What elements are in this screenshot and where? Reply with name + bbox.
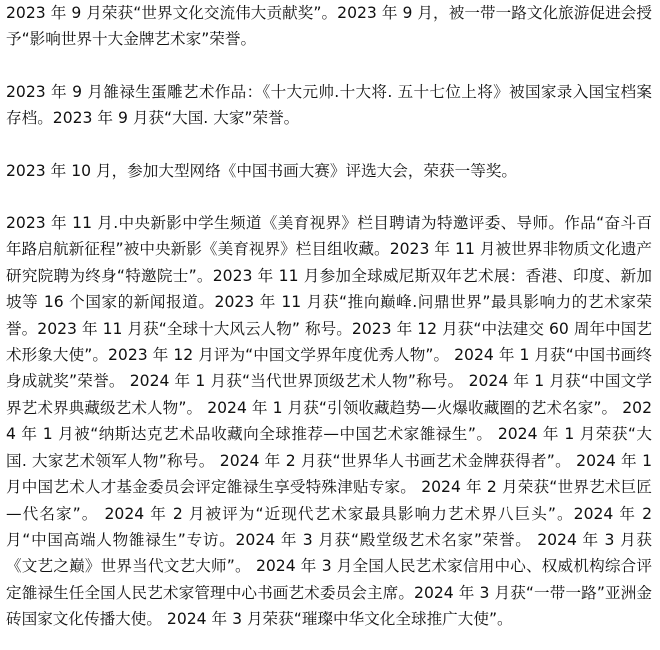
- paragraph-3: 2023 年 10 月，参加大型网络《中国书画大赛》评选大会，荣获一等奖。: [6, 161, 518, 180]
- paragraph-1: 2023 年 9 月荣获“世界文化交流伟大贡献奖”。2023 年 9 月，被一带一路文化旅游促进会授予“影响世界十大金牌艺术家”荣誉。: [6, 4, 652, 49]
- paragraph-4: 2023 年 11 月.中央新影中学生频道《美育视界》栏目聘请为特邀评委、导师。作品“奋斗百年路启航新征程”被中央新影《美育视界》栏目组收藏。2023 年 11 月被世界非物质文化遗产研究院聘为终身“特邀院士”。2023 年 11 月参加全球威尼斯双年艺术展：香港、印度、新加坡等 16 个国家的新闻报道。2023 年 11 月获“推向巅峰.问鼎世界”最具影响力的艺术家荣誉。2023 年 11 月获“全球十大风云人物” 称号。2023 年 12 月获“中法建交 60 周年中国艺术形象大使”。2023 年 12 月评为“中国文学界年度优秀人物”。 2024 年 1 月获“中国书画终身成就奖”荣誉。 2024 年 1 月获“当代世界顶级艺术人物”称号。 2024 年 1 月获“中国文学界艺术界典藏级艺术人物”。 2024 年 1 月获“引领收藏趋势—火爆收藏圈的艺术名家”。 2024 年 1 月被“纳斯达克艺术品收藏向全球推荐—中国艺术家雒禄生”。 2024 年 1 月荣获“大国. 大家艺术领军人物”称号。 2024 年 2 月获“世界华人书画艺术金牌获得者”。 2024 年 1 月中国艺术人才基金委员会评定雒禄生享受特殊津贴专家。 2024 年 2 月荣获“世界艺术巨匠—代名家”。 2024 年 2 月被评为“近现代艺术家最具影响力艺术界八巨头”。2024 年 2 月“中国高端人物雒禄生”专访。2024 年 3 月获“殿堂级艺术名家”荣誉。 2024 年 3 月获《文艺之巅》世界当代文艺大师”。 2024 年 3 月全国人民艺术家信用中心、权威机构综合评定雒禄生任全国人民艺术家管理中心书画艺术委员会主席。2024 年 3 月获“一带一路”亚洲金砖国家文化传播大使。 2024 年 3 月荣获“璀璨中华文化全球推广大使”。: [6, 214, 652, 629]
- paragraph-2: 2023 年 9 月雒禄生蛋雕艺术作品：《十大元帅.十大将. 五十七位上将》被国家录入国宝档案存档。2023 年 9 月获“大国. 大家”荣誉。: [6, 82, 652, 128]
- document-body: [6, 0, 652, 633]
